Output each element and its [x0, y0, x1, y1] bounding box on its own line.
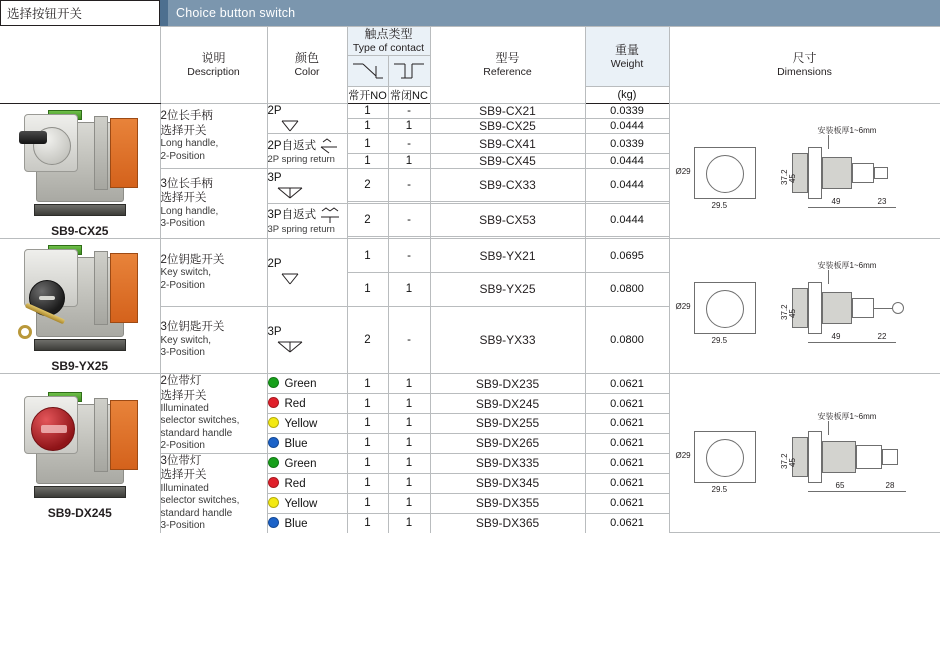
nc-count: - [388, 169, 430, 202]
color-swatch-red [268, 397, 279, 408]
device-collar [24, 114, 78, 172]
selector-3p-spring-symbol-icon [319, 206, 341, 224]
no-count: 1 [347, 154, 388, 169]
pole-type-cell: 3P [267, 306, 347, 374]
key-slot [39, 296, 55, 300]
pole-type-cell: 2P自返式 2P spring return [267, 134, 347, 169]
symbol-nc-cell [388, 56, 430, 87]
dimension-diagram [676, 405, 934, 501]
product-caption: SB9-CX25 [51, 224, 109, 239]
no-count: 2 [347, 203, 388, 236]
device-orange-block [110, 253, 138, 323]
color-label: Blue [284, 437, 308, 450]
note-leader [828, 421, 829, 435]
nc-count: - [388, 203, 430, 236]
len-b-label: 23 [877, 197, 887, 207]
nc-count: - [388, 306, 430, 374]
color-cell [267, 394, 347, 414]
device-collar [24, 249, 78, 307]
nc-count: 1 [388, 433, 430, 453]
plate-note: 安装板厚1~6mm [817, 126, 877, 136]
weight-value: 0.0800 [585, 306, 669, 374]
color-swatch-red [268, 477, 279, 488]
weight-value: 0.0621 [585, 414, 669, 434]
nc-count: 1 [388, 394, 430, 414]
pole-type-cell: 3P自返式 3P spring return [267, 203, 347, 238]
nc-count: 1 [388, 154, 430, 169]
weight-value: 0.0621 [585, 433, 669, 453]
weight-value: 0.0621 [585, 473, 669, 493]
knob-flag [41, 425, 67, 433]
header-weight: 重量 Weight [585, 27, 669, 87]
weight-value: 0.0621 [585, 493, 669, 513]
len-a-label: 49 [831, 197, 841, 207]
diameter-label: Ø29 [675, 167, 691, 177]
specification-table [0, 26, 940, 533]
no-count: 1 [347, 473, 388, 493]
product-image-dx245 [0, 374, 160, 533]
description-cell: 3位钥匙开关 Key switch, 3-Position [160, 306, 267, 374]
no-count: 1 [347, 453, 388, 473]
weight-value: 0.0444 [585, 169, 669, 202]
device-orange-block [110, 118, 138, 188]
reference-code: SB9-CX21 [430, 104, 585, 119]
reference-code: SB9-DX355 [430, 493, 585, 513]
len-b-label: 22 [877, 332, 887, 342]
side-view-block [852, 163, 874, 183]
pole-type-cell: 3P [267, 169, 347, 203]
no-count: 1 [347, 104, 388, 119]
nc-count: 1 [388, 272, 430, 306]
height-a-label: 37.2 [779, 304, 789, 321]
reference-code: SB9-DX365 [430, 513, 585, 532]
reference-code: SB9-DX265 [430, 433, 585, 453]
device-base [34, 339, 126, 351]
label-no: 常开NO [347, 87, 388, 104]
no-count: 1 [347, 513, 388, 532]
reference-code: SB9-CX41 [430, 134, 585, 154]
no-count: 1 [347, 374, 388, 394]
reference-code: SB9-CX53 [430, 203, 585, 236]
header-color: 颜色 Color [267, 27, 347, 104]
header-description: 说明 Description [160, 27, 267, 104]
len-b-dim-line [882, 491, 906, 492]
device-collar [24, 396, 78, 454]
side-view-terminal [882, 449, 898, 465]
pole-type-cell: 2P [267, 239, 347, 307]
front-view-circle [706, 155, 744, 193]
description-cell: 3位长手柄 选择开关 Long handle, 3-Position [160, 169, 267, 239]
reference-code: SB9-DX345 [430, 473, 585, 493]
dimension-drawing-dx245 [669, 374, 940, 533]
dimension-diagram [676, 123, 934, 219]
color-swatch-blue [268, 437, 279, 448]
page-header [0, 0, 940, 26]
product-image-yx25 [0, 239, 160, 374]
reference-code: SB9-YX33 [430, 306, 585, 374]
header-left-title-box [0, 0, 160, 26]
header-right-title: Choice button switch [176, 6, 296, 20]
plate-note: 安装板厚1~6mm [817, 412, 877, 422]
pole-type-cell: 2P [267, 104, 347, 134]
width-label: 29.5 [711, 201, 728, 211]
selector-2p-symbol-icon [268, 119, 347, 133]
color-cell [267, 374, 347, 394]
specification-sheet [0, 26, 940, 660]
color-cell [267, 473, 347, 493]
nc-count: 1 [388, 374, 430, 394]
no-count: 1 [347, 134, 388, 154]
nc-count: 1 [388, 453, 430, 473]
color-label: Red [284, 398, 306, 411]
no-count: 1 [347, 433, 388, 453]
weight-value: 0.0621 [585, 374, 669, 394]
weight-unit: (kg) [585, 87, 669, 104]
width-label: 29.5 [711, 485, 728, 495]
table-row [0, 239, 940, 273]
height-b-label: 45 [787, 309, 797, 319]
header-contact-type: 触点类型 Type of contact [347, 27, 430, 56]
selector-3p-symbol-icon [268, 340, 347, 354]
no-count: 1 [347, 493, 388, 513]
product-illustration [18, 104, 142, 220]
weight-value: 0.0621 [585, 513, 669, 532]
reference-code: SB9-CX25 [430, 119, 585, 134]
side-view-terminal [874, 167, 888, 179]
color-swatch-green [268, 457, 279, 468]
len-b-dim-line [874, 342, 896, 343]
color-cell [267, 493, 347, 513]
device-gray-block [94, 116, 108, 190]
no-contact-symbol-icon [348, 56, 388, 86]
width-label: 29.5 [711, 336, 728, 346]
key-ring-drawing [892, 302, 904, 314]
product-illustration [18, 239, 142, 355]
product-caption: SB9-YX25 [51, 359, 109, 374]
no-count: 1 [347, 394, 388, 414]
banner-accent-bar [160, 0, 168, 26]
no-count: 1 [347, 239, 388, 273]
front-view-circle [706, 439, 744, 477]
weight-value: 0.0800 [585, 272, 669, 306]
note-leader [828, 135, 829, 149]
weight-value: 0.0444 [585, 154, 669, 169]
header-reference: 型号 Reference [430, 27, 585, 104]
selector-3p-symbol-icon [268, 186, 347, 200]
diameter-label: Ø29 [675, 302, 691, 312]
label-nc: 常闭NC [388, 87, 430, 104]
side-view-bezel [808, 147, 822, 199]
reference-code: SB9-YX25 [430, 272, 585, 306]
header-blank-cell [0, 27, 160, 104]
side-view-body [822, 157, 852, 189]
selector-2p-symbol-icon [268, 272, 347, 286]
symbol-no-cell [347, 56, 388, 87]
note-leader [828, 270, 829, 284]
color-swatch-green [268, 377, 279, 388]
weight-value: 0.0695 [585, 239, 669, 273]
reference-code: SB9-DX245 [430, 394, 585, 414]
weight-value: 0.0621 [585, 453, 669, 473]
len-a-label: 49 [831, 332, 841, 342]
product-illustration [18, 386, 142, 502]
color-label: Red [284, 477, 306, 490]
selector-2p-spring-symbol-icon [319, 138, 339, 154]
header-dimensions: 尺寸 Dimensions [669, 27, 940, 104]
nc-count: - [388, 134, 430, 154]
color-label: Blue [284, 517, 308, 530]
len-a-dim-line [808, 342, 874, 343]
weight-value: 0.0339 [585, 134, 669, 154]
product-image-cx25 [0, 104, 160, 239]
color-swatch-yellow [268, 497, 279, 508]
header-left-title: 选择按钮开关 [7, 7, 83, 21]
front-view-circle [706, 290, 744, 328]
weight-value: 0.0444 [585, 119, 669, 134]
height-a-label: 37.2 [779, 453, 789, 470]
no-count: 1 [347, 414, 388, 434]
device-long-handle [19, 131, 47, 144]
description-cell: 3位带灯 选择开关 Illuminated selector switches, standard handle 3-Position [160, 453, 267, 532]
nc-count: 1 [388, 473, 430, 493]
reference-code: SB9-CX45 [430, 154, 585, 169]
color-cell [267, 453, 347, 473]
dimension-drawing-yx25 [669, 239, 940, 374]
weight-value: 0.0339 [585, 104, 669, 119]
device-base [34, 486, 126, 498]
device-orange-block [110, 400, 138, 470]
header-right-banner [160, 0, 940, 26]
side-view-block [856, 445, 882, 469]
len-b-dim-line [874, 207, 896, 208]
color-label: Green [284, 378, 317, 391]
color-cell [267, 513, 347, 532]
color-label: Yellow [284, 497, 318, 510]
len-b-label: 28 [885, 481, 895, 491]
side-view-body [822, 441, 856, 473]
color-label: Yellow [284, 417, 318, 430]
nc-count: - [388, 104, 430, 119]
device-gray-block [94, 251, 108, 325]
len-a-label: 65 [835, 481, 845, 491]
diameter-label: Ø29 [675, 451, 691, 461]
weight-value: 0.0621 [585, 394, 669, 414]
no-count: 2 [347, 169, 388, 202]
side-view-bezel [808, 431, 822, 483]
height-b-label: 45 [787, 174, 797, 184]
height-b-label: 45 [787, 458, 797, 468]
description-cell: 2位长手柄 选择开关 Long handle, 2-Position [160, 104, 267, 169]
reference-code: SB9-CX33 [430, 169, 585, 202]
description-cell: 2位钥匙开关 Key switch, 2-Position [160, 239, 267, 307]
table-row [0, 374, 940, 394]
product-caption: SB9-DX245 [47, 506, 112, 521]
len-a-dim-line [808, 491, 882, 492]
reference-code: SB9-DX255 [430, 414, 585, 434]
reference-code: SB9-YX21 [430, 239, 585, 273]
nc-count: - [388, 239, 430, 273]
len-a-dim-line [808, 207, 874, 208]
key-axis-line [874, 308, 892, 309]
nc-count: 1 [388, 493, 430, 513]
color-cell [267, 414, 347, 434]
side-view-block [852, 298, 874, 318]
no-count: 2 [347, 306, 388, 374]
description-cell: 2位带灯 选择开关 Illuminated selector switches, standard handle 2-Position [160, 374, 267, 454]
key-ring-icon [18, 325, 32, 339]
height-a-label: 37.2 [779, 169, 789, 186]
nc-contact-symbol-icon [389, 56, 430, 86]
dimension-diagram [676, 258, 934, 354]
no-count: 1 [347, 272, 388, 306]
weight-value: 0.0444 [585, 203, 669, 236]
reference-code: SB9-DX235 [430, 374, 585, 394]
color-swatch-yellow [268, 417, 279, 428]
reference-code: SB9-DX335 [430, 453, 585, 473]
nc-count: 1 [388, 513, 430, 532]
nc-count: 1 [388, 119, 430, 134]
side-view-bezel [808, 282, 822, 334]
nc-count: 1 [388, 414, 430, 434]
color-label: Green [284, 457, 317, 470]
color-cell [267, 433, 347, 453]
dimension-drawing-cx25 [669, 104, 940, 239]
device-base [34, 204, 126, 216]
table-header-row [0, 27, 940, 56]
side-view-body [822, 292, 852, 324]
no-count: 1 [347, 119, 388, 134]
device-gray-block [94, 398, 108, 472]
table-row [0, 104, 940, 119]
color-swatch-blue [268, 517, 279, 528]
plate-note: 安装板厚1~6mm [817, 261, 877, 271]
